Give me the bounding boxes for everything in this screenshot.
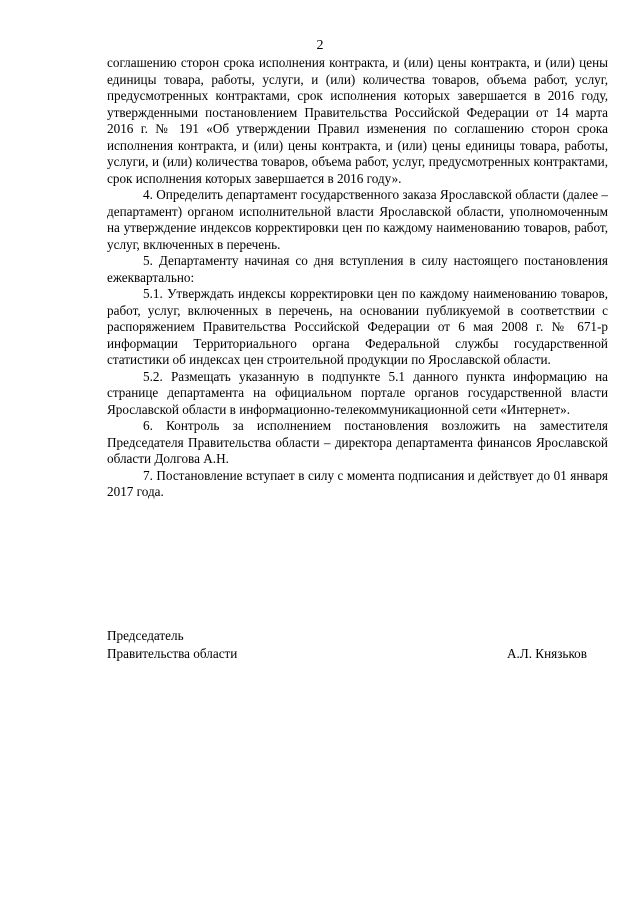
page-number: 2 [316, 38, 324, 53]
signatory-title-line1: Председатель [107, 628, 184, 643]
signatory-name: А.Л. Князьков [506, 646, 587, 661]
paragraph-item-7: 7. Постановление вступает в силу с момента подписания и действует до 01 января 2017 года. [107, 467, 608, 499]
signatory-title-line2: Правительства области [107, 646, 238, 661]
paragraph-item-5-2: 5.2. Размещать указанную в подпункте 5.1 данного пункта информацию на странице департамента на официальном портале органов государственной власти Ярославской области в информационно-телекоммуникационной сети «Интернет». [107, 368, 608, 417]
paragraph-item-5: 5. Департаменту начиная со дня вступления в силу настоящего постановления ежеквартально: [107, 253, 608, 285]
signature-row [107, 645, 587, 663]
paragraph-item-6: 6. Контроль за исполнением постановления возложить на заместителя Председателя Правительства области – директора департамента финансов Ярославской области Долгова А.Н. [107, 418, 608, 466]
paragraph-continuation: соглашению сторон срока исполнения контракта, и (или) цены контракта, и (или) цены единицы товара, работы, услуги, и (или) количества товаров, объема работ, услуг, предусмотренных контрактами, срок исполнения которых завершается в 2016 году, утвержденными постановлением Правительства Российской Федерации от 14 марта 2016 г. № 191 «Об утверждении Правил изменения по соглашению сторон срока исполнения контракта, и (или) цены контракта, и (или) цены единицы товара, работы, услуги, и (или) количества товаров, объема работ, услуг, предусмотренных контрактами, срок исполнения которых завершается в 2016 году». [107, 55, 608, 186]
paragraph-item-5-1: 5.1. Утверждать индексы корректировки цен по каждому наименованию товаров, работ, услуг, включенных в перечень, на основании публикуемой в соответствии с распоряжением Правительства Российской Федерации от 6 мая 2008 г. № 671-р информации Территориального органа Федеральной службы государственной статистики об индексах цен строительной продукции по Ярославской области. [107, 286, 608, 367]
document-body [107, 55, 608, 501]
signature-block [107, 627, 587, 663]
paragraph-item-4: 4. Определить департамент государственного заказа Ярославской области (далее – департамент) органом исполнительной власти Ярославской области, уполномоченным на утверждение индексов корректировки цен по каждому наименованию товаров, работ, услуг, включенных в перечень. [107, 187, 608, 252]
